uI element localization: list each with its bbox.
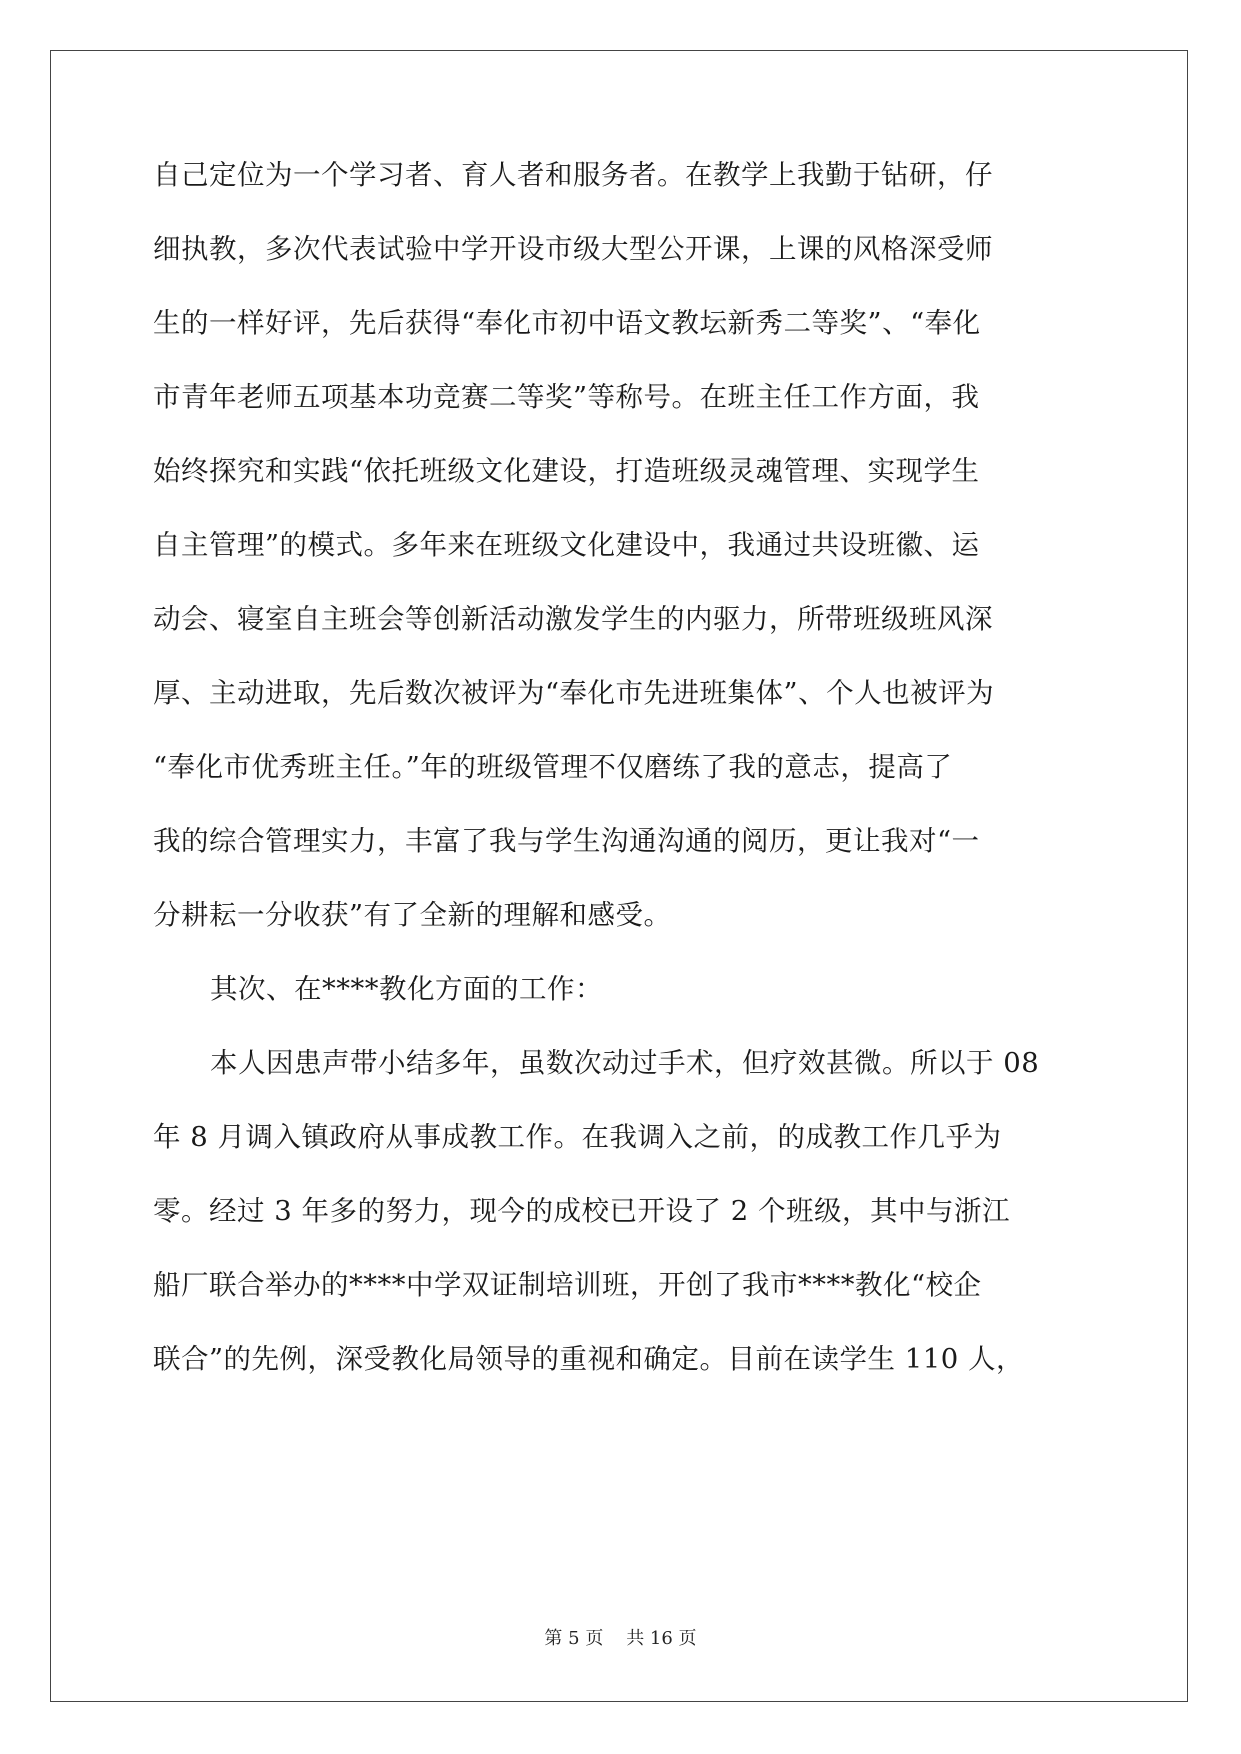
paragraph-heading: 其次、在****教化方面的工作： — [210, 973, 603, 1005]
page-border — [50, 50, 1188, 1702]
text-line: 细执教，多次代表试验中学开设市级大型公开课，上课的风格深受师 — [153, 233, 993, 265]
text-line: 动会、寝室自主班会等创新活动激发学生的内驱力，所带班级班风深 — [153, 603, 993, 635]
text-line: “奉化市优秀班主任。”年的班级管理不仅磨练了我的意志，提高了 — [153, 751, 953, 783]
text-line: 生的一样好评，先后获得“奉化市初中语文教坛新秀二等奖”、“奉化 — [153, 307, 981, 339]
text-line: 自己定位为一个学习者、育人者和服务者。在教学上我勤于钻研，仔 — [153, 159, 993, 191]
text-line: 本人因患声带小结多年，虽数次动过手术，但疗效甚微。所以于 08 — [210, 1047, 1040, 1079]
page-number-footer: 第 5 页 共 16 页 — [544, 1628, 697, 1649]
text-line: 年 8 月调入镇政府从事成教工作。在我调入之前，的成教工作几乎为 — [153, 1121, 1002, 1153]
text-line: 市青年老师五项基本功竞赛二等奖”等称号。在班主任工作方面，我 — [153, 381, 980, 413]
text-line: 始终探究和实践“依托班级文化建设，打造班级灵魂管理、实现学生 — [153, 455, 980, 487]
text-line: 联合”的先例，深受教化局领导的重视和确定。目前在读学生 110 人， — [153, 1343, 1025, 1375]
text-line: 分耕耘一分收获”有了全新的理解和感受。 — [153, 899, 672, 931]
text-line: 我的综合管理实力，丰富了我与学生沟通沟通的阅历，更让我对“一 — [153, 825, 980, 857]
text-line: 船厂联合举办的****中学双证制培训班，开创了我市****教化“校企 — [153, 1269, 982, 1301]
text-line: 厚、主动进取，先后数次被评为“奉化市先进班集体”、个人也被评为 — [153, 677, 995, 709]
text-line: 自主管理”的模式。多年来在班级文化建设中，我通过共设班徽、运 — [153, 529, 980, 561]
text-line: 零。经过 3 年多的努力，现今的成校已开设了 2 个班级，其中与浙江 — [153, 1195, 1010, 1227]
